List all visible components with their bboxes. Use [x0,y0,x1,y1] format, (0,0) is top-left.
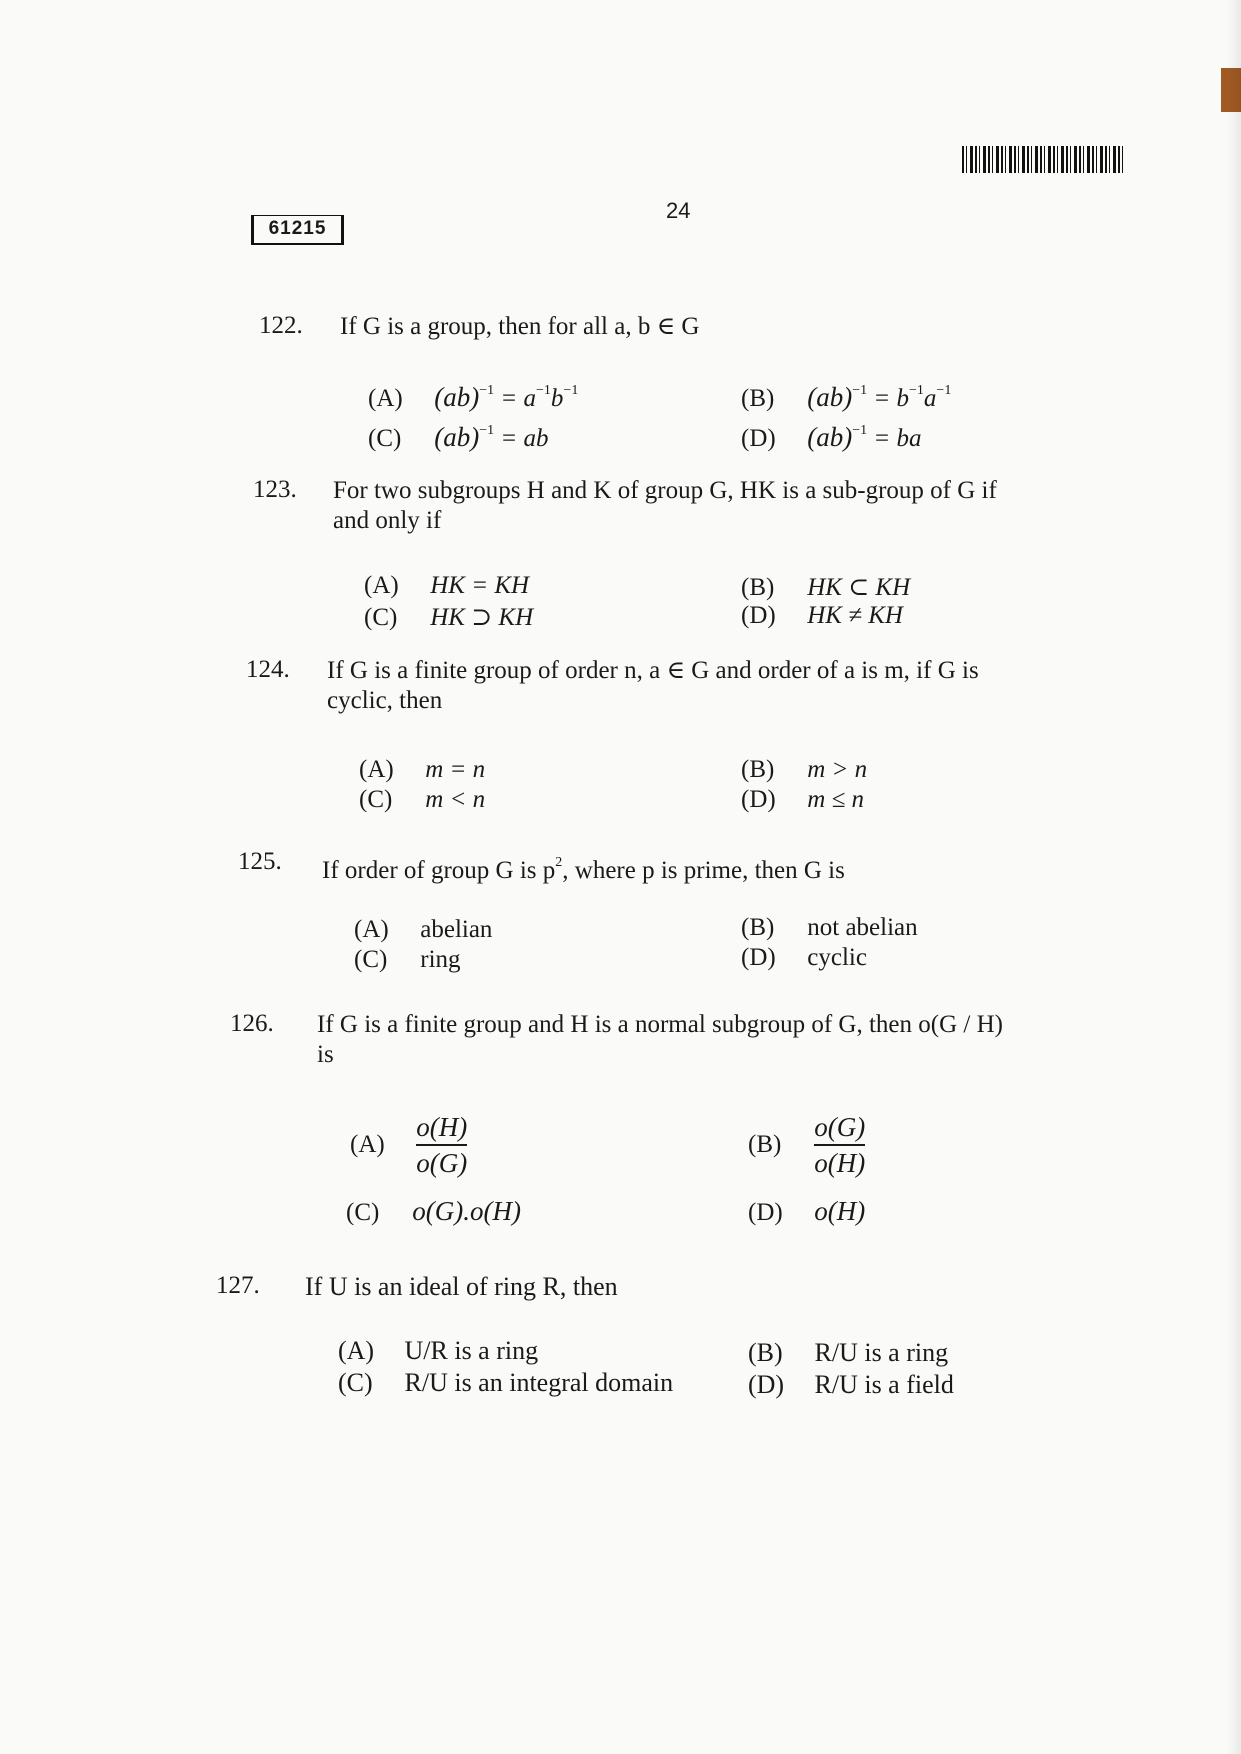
question-number: 122. [259,312,303,339]
option-a[interactable] [350,1110,467,1180]
option-c[interactable]: (C) ring [354,946,461,973]
option-a[interactable]: (A) m = n [359,756,486,783]
question-text: For two subgroups H and K of group G, HK is a sub-group of G if and only if [333,477,997,534]
question-number: 127. [216,1272,260,1299]
option-c[interactable]: (C) R/U is an integral domain [338,1368,674,1397]
option-label: (B) [741,385,775,412]
option-b[interactable]: (B) not abelian [741,914,918,941]
option-label: (D) [741,786,776,813]
option-label: (A) [368,385,403,412]
option-label: (B) [741,914,775,941]
option-d[interactable]: (D) o(H) [748,1196,866,1226]
question-text: If order of group G is $p^2$, where p is prime, then G is [322,855,845,884]
option-label: (B) [741,756,775,783]
option-c[interactable]: (C) o(G).o(H) [346,1196,521,1226]
question-text: If G is a finite group of order n, a ∈ G and order of a is m, if G is cyclic, then [327,657,979,714]
question-number: 126. [230,1010,274,1037]
option-label: (B) [741,574,775,601]
option-label: (B) [748,1338,783,1367]
option-a[interactable]: (A) $(ab)^{-1} = a^{-1}b^{-1}$ [368,382,579,412]
option-b[interactable]: (B) R/U is a ring [748,1338,949,1367]
option-d[interactable]: (D) HK ≠ KH [741,602,903,629]
option-label: (D) [741,602,776,629]
option-b[interactable]: (B) $(ab)^{-1} = b^{-1}a^{-1}$ [741,382,952,412]
paper-code-box: 61215 [251,215,344,245]
option-d[interactable]: (D) R/U is a field [748,1370,954,1399]
option-label: (C) [359,786,393,813]
question-number: 123. [253,476,297,503]
option-d[interactable]: (D) (ab)$^{-1}$ = ba [741,422,922,452]
option-label: (A) [338,1336,375,1365]
option-label: (C) [368,425,402,452]
fraction: $\frac{o(G)}{o(H)}$ [814,1112,866,1178]
barcode [962,146,1126,173]
option-c[interactable]: (C) m < n [359,786,486,813]
option-label: (C) [354,946,388,973]
option-d[interactable]: (D) m ≤ n [741,786,865,813]
option-a[interactable]: (A) U/R is a ring [338,1336,539,1365]
option-label: (C) [364,604,398,631]
fraction: $\frac{o(H)}{o(G)}$ [416,1112,468,1178]
question-text: If G is a group, then for all a, b ∈ G [340,313,700,340]
question-number: 125. [238,848,282,875]
option-a[interactable]: (A) abelian [354,916,493,943]
option-b[interactable] [748,1110,865,1180]
option-label: (D) [748,1370,785,1399]
question-number: 124. [246,656,290,683]
option-label: (D) [741,944,776,971]
option-label: (A) [364,572,399,599]
option-label: (A) [354,916,389,943]
page-edge-tab [1221,68,1241,112]
option-label: (B) [748,1131,782,1158]
question-text: If G is a finite group and H is a normal subgroup of G, then o(G / H) is [317,1011,1003,1068]
option-label: (A) [350,1131,385,1158]
option-c[interactable]: (C) HK ⊃ KH [364,604,534,631]
option-label: (A) [359,756,394,783]
option-label: (C) [338,1368,373,1397]
page-number: 24 [666,198,691,223]
option-label: (D) [748,1199,783,1226]
option-b[interactable]: (B) m > n [741,756,868,783]
option-a[interactable]: (A) HK = KH [364,572,530,599]
option-label: (D) [741,425,776,452]
option-b[interactable]: (B) HK ⊂ KH [741,574,911,601]
option-label: (C) [346,1199,380,1226]
option-d[interactable]: (D) cyclic [741,944,867,971]
question-text: If U is an ideal of ring R, then [305,1272,618,1301]
option-c[interactable]: (C) (ab)$^{-1}$ = ab [368,422,549,452]
